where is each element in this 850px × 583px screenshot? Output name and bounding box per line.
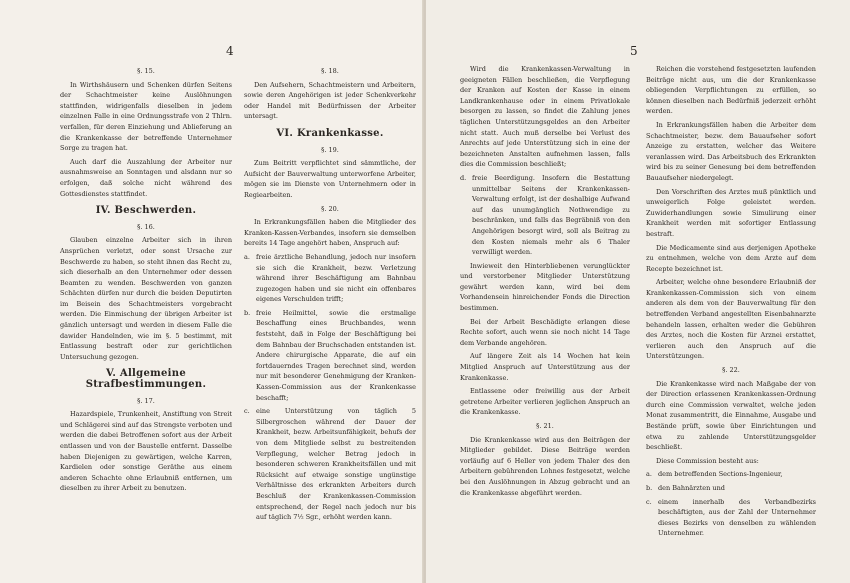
paragraph: Glauben einzelne Arbeiter sich in ihren Ansprüchen verletzt, oder sonst Ursache zur Beschwerde zu haben, so steht ihnen das Recht zu, sich dieserhalb an den Unternehmer oder dessen Beamten zu wenden. Beschwerden von ganzen Schächten dürfen nur durch die beiden Deputirten im Beisein des Schachtmeisters vorgebracht werden. Die Einmischung der übrigen Arbeiter ist gänzlich untersagt und werden in diesem Falle die dawider Handelnden, wie im §. 5 bestimmt, mit Entlassung bestraft oder zur gerichtlichen Untersuchung gezogen.	[60, 236, 232, 361]
list-item	[646, 483, 816, 494]
list-marker: d.	[460, 173, 467, 182]
list-text: freie Heilmittel, sowie die erstmalige Beschaffung eines Bruchbandes, wenn feststeht, daß in Folge der Beschäftigung bei dem Bahnbau der Bruchschaden entstanden ist. Andere chirurgische Apparate, die auf ein fortdauerndes Tragen berechnet sind, werden nur mit besonderer Genehmigung der Kranken-Kassen-Commission aus der Krankenkasse beschafft;	[256, 308, 416, 402]
chapter-heading: V. Allgemeine Strafbestimmungen.	[85, 368, 207, 391]
list-marker: c.	[646, 497, 652, 506]
right-column-1	[460, 64, 630, 501]
list-item	[244, 252, 416, 305]
paragraph: Hazardspiele, Trunkenheit, Anstiftung von Streit und Schlägerei sind auf das Strengste verboten und werden die dabei Betroffenen sofort aus der Arbeit entlassen und von der Baustelle entfernt. Dasselbe haben Diejenigen zu gewärtigen, welche Karren, Kardielen oder sonstige Geräthe aus einem anderen Schachte ohne Erlaubniß entfernen, um dieselben zu ihrer Arbeit zu benutzen.	[60, 410, 232, 493]
left-column-2	[244, 64, 416, 526]
paragraph: Zum Beitritt verpflichtet sind sämmtliche, der Aufsicht der Bauverwaltung unterworfene Arbeiter, mögen sie im Dienste von Unternehmern oder in Regiearbeiten.	[244, 159, 416, 199]
list-marker: b.	[646, 483, 653, 492]
section-heading: §. 16.	[137, 222, 155, 231]
paragraph: Auch darf die Auszahlung der Arbeiter nur ausnahmsweise an Sonntagen und alsdann nur so erfolgen, daß solche nicht während des Gottesdienstes stattfindet.	[60, 157, 232, 198]
section-heading: §. 20.	[321, 204, 339, 213]
list-text: freie Beerdigung. Insofern die Bestattung unmittelbar Seitens der Krankenkassen-Verwaltung erfolgt, ist der deshalbige Aufwand auf das unumgänglich Nothwendige zu beschränken, und falls das Begräbniß von den Angehörigen besorgt wird, soll als Beitrag zu den Kosten niemals mehr als 6 Thaler verwilligt werden.	[472, 173, 630, 257]
list-text: dem betreffenden Sections-Ingenieur,	[658, 470, 783, 479]
list-text: einem innerhalb des Verbandbezirks beschäftigten, aus der Zahl der Unternehmer dieses Bezirks von denselben zu wählenden Unternehmer.	[658, 497, 816, 538]
paragraph: Die Medicamente sind aus derjenigen Apotheke zu entnehmen, welche von dem Arzte auf dem Recepte bezeichnet ist.	[646, 243, 816, 273]
section-heading: §. 18.	[321, 67, 339, 75]
list-text: freie ärztliche Behandlung, jedoch nur insofern sie sich die Krankheit, bezw. Verletzung während ihrer Beschäftigung am Bahnbau zugezogen haben und sie nicht ein offenbares eigenes Verschulden trifft;	[256, 252, 416, 304]
paragraph: Den Aufsehern, Schachtmeistern und Arbeitern, sowie deren Angehörigen ist jeder Schenkverkehr oder Handel mit Bedürfnissen der Arbeiter untersagt.	[244, 80, 416, 121]
section-heading: §. 17.	[137, 396, 155, 405]
paragraph: Die Krankenkasse wird aus den Beiträgen der Mitglieder gebildet. Diese Beiträge werden vorläufig auf 6 Heller von jedem Thaler des den Arbeitern gebührenden Lohnes festgesetzt, welche bei den Auslöhnungen in Abzug gebracht und an die Krankenkasse abgeführt werden.	[460, 435, 630, 497]
list-marker: a.	[244, 252, 250, 261]
page-number: 5	[630, 44, 638, 58]
paragraph: Inwieweit den Hinterbliebenen verunglückter und verstorbener Mitglieder Unterstützung gewährt werden kann, wird bei dem Vorhandensein hinreichender Fonds die Direction bestimmen.	[460, 261, 630, 313]
paragraph: Die Krankenkasse wird nach Maßgabe der von der Direction erlassenen Krankenkassen-Ordnung durch eine Commission verwaltet, welche jeden Monat zusammentritt, die Einnahme, Ausgabe und Bestände prüft, sowie über Einrichtungen und etwa zu zahlende Unterstützungsgelder beschließt.	[646, 379, 816, 452]
paragraph: In Erkrankungsfällen haben die Mitglieder des Kranken-Kassen-Verbandes, insofern sie demselben bereits 14 Tage angehört haben, Anspruch auf:	[244, 218, 416, 248]
right-column-2	[646, 64, 816, 542]
chapter-heading: VI. Krankenkasse.	[276, 127, 384, 139]
paragraph: Wird die Krankenkassen-Verwaltung in geeigneten Fällen beschließen, die Verpflegung der Kranken auf Kosten der Kasse in einem Landkrankenhause oder in einem Privatlokale besorgen zu lassen, so findet die Zahlung jenes täglichen Unterstützungsgeldes an den Arbeiter nicht statt. Auch muß derselbe bei Verlust des Anrechts auf jede Unterstützung sich in eine der bezeichneten Anstalten aufnehmen lassen, falls dies die Commission beschließt;	[460, 65, 630, 169]
list-marker: c.	[244, 407, 250, 416]
right-page	[426, 0, 850, 583]
section-heading: §. 21.	[536, 422, 554, 430]
list-item	[460, 173, 630, 258]
list-marker: a.	[646, 470, 652, 479]
list-item	[646, 469, 816, 480]
paragraph: Entlassene oder freiwillig aus der Arbeit getretene Arbeiter verlieren jeglichen Anspruch an die Krankenkasse.	[460, 387, 630, 417]
list-item	[244, 406, 416, 523]
chapter-heading: IV. Beschwerden.	[95, 205, 197, 217]
paragraph: Diese Commission besteht aus:	[656, 456, 759, 465]
section-heading: §. 15.	[137, 67, 155, 75]
list-marker: b.	[244, 308, 251, 317]
section-heading: §. 19.	[321, 145, 339, 154]
paragraph: Arbeiter, welche ohne besondere Erlaubniß der Krankenkassen-Commission sich von einem anderen als dem von der Bauverwaltung für den betreffenden Verband angestellten Eisenbahnarzte behandeln lassen, erhalten weder die Gebühren des Arztes, noch die Kosten für Arznei erstattet, verlieren auch den Anspruch auf die Unterstützungen.	[646, 278, 816, 361]
list-text: den Bahnärzten und	[658, 483, 725, 492]
paragraph: In Wirthshäusern und Schenken dürfen Seitens der Schachtmeister keine Auslöhnungen stattfinden, widrigenfalls dieselben in jedem einzelnen Falle in eine Ordnungsstrafe von 2 Thlrn. verfallen, für deren Einziehung und Ablieferung an die Krankenkasse der betreffende Unternehmer Sorge zu tragen hat.	[60, 80, 232, 153]
paragraph: Bei der Arbeit Beschädigte erlangen diese Rechte sofort, auch wenn sie noch nicht 14 Tage dem Verbande angehören.	[460, 317, 630, 347]
list-text: eine Unterstützung von täglich 5 Silbergroschen während der Dauer der Krankheit, bezw. Arbeitsunfähigkeit, behufs der von dem Mitgliede selbst zu bestreitenden Verpflegung, welcher Betrag jedoch in besonderen schweren Krankheitsfällen und mit Rücksicht auf etwaige sonstige ungünstige Verhältnisse des erkrankten Arbeiters durch Beschluß der Krankenkassen-Commission entsprechend, der Regel nach jedoch nur bis auf täglich 7½ Sgr., erhöht werden kann.	[256, 407, 416, 522]
list-item	[244, 308, 416, 403]
section-heading: §. 22.	[722, 366, 740, 375]
left-column-1	[60, 64, 232, 497]
left-page	[0, 0, 424, 583]
paragraph: Auf längere Zeit als 14 Wochen hat kein Mitglied Anspruch auf Unterstützung aus der Krankenkasse.	[460, 352, 630, 382]
paragraph: Reichen die vorstehend festgesetzten laufenden Beiträge nicht aus, um die der Krankenkasse obliegenden Verpflichtungen zu erfüllen, so können dieselben nach Bedürfniß jederzeit erhöht werden.	[646, 65, 816, 116]
paragraph: Den Vorschriften des Arztes muß pünktlich und unweigerlich Folge geleistet werden. Zuwiderhandlungen sowie Simulirung einer Krankheit werden mit sofortiger Entlassung bestraft.	[646, 187, 816, 238]
list-item	[646, 497, 816, 539]
page-number: 4	[226, 44, 234, 58]
paragraph: In Erkrankungsfällen haben die Arbeiter dem Schachtmeister, bezw. dem Bauaufseher sofort Anzeige zu erstatten, welcher das Weitere veranlassen wird. Das Arbeitsbuch des Erkrankten wird bis zu seiner Genesung bei dem betreffenden Bauaufseher niedergelegt.	[646, 120, 816, 182]
